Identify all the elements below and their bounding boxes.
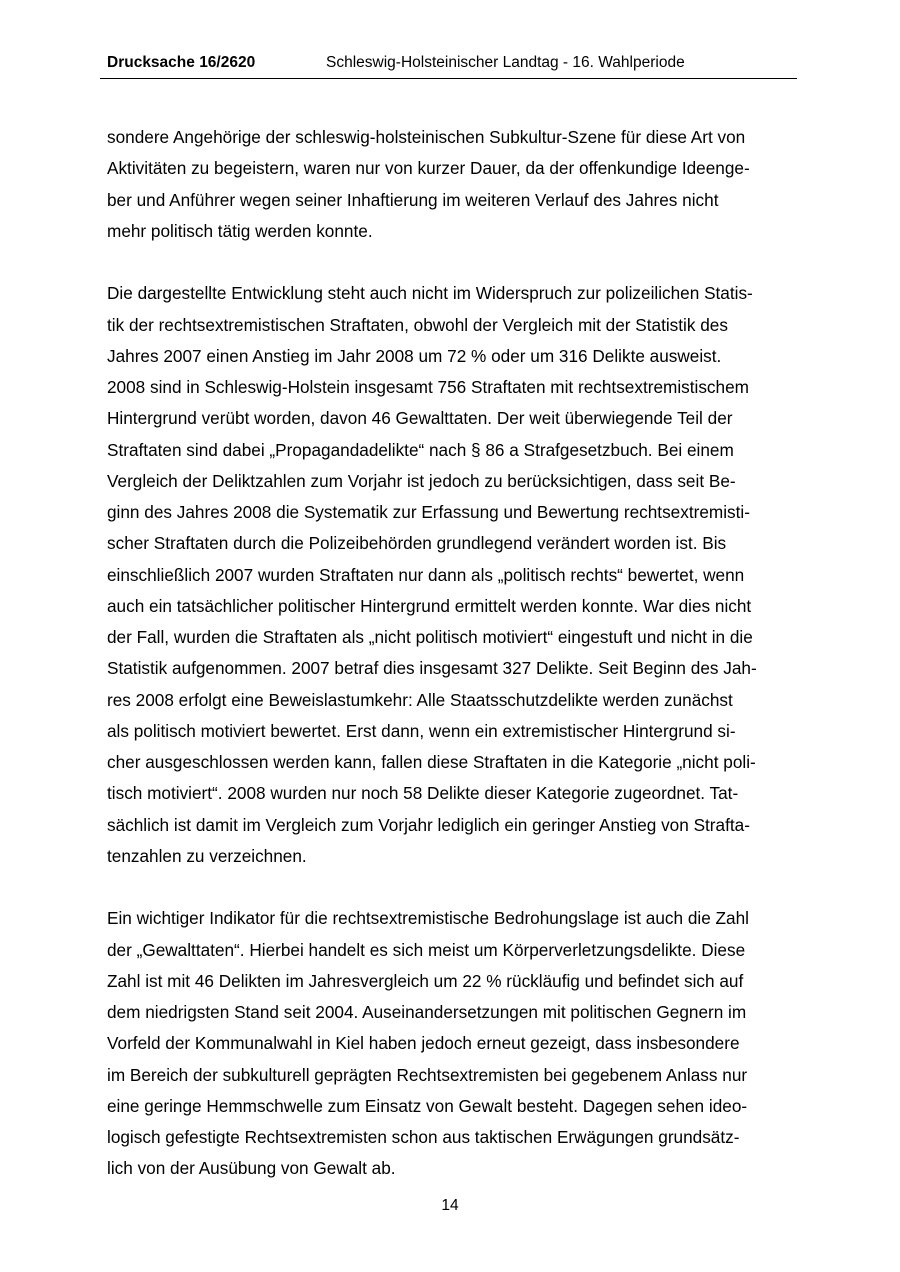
- document-title: Schleswig-Holsteinischer Landtag - 16. Wahlperiode: [326, 54, 685, 71]
- text-line: Zahl ist mit 46 Delikten im Jahresvergleich um 22 % rückläufig und befindet sich auf: [107, 970, 744, 991]
- text-line: der Fall, wurden die Straftaten als „nicht politisch motiviert“ eingestuft und nicht in die: [107, 627, 753, 647]
- paragraph-gap: [107, 872, 797, 903]
- text-line: tik der rechtsextremistischen Straftaten, obwohl der Vergleich mit der Statistik des: [107, 314, 728, 335]
- text-line: als politisch motiviert bewertet. Erst dann, wenn ein extremistischer Hintergrund si-: [107, 720, 736, 741]
- text-line: res 2008 erfolgt eine Beweislastumkehr: Alle Staatsschutzdelikte werden zunächst: [107, 689, 733, 710]
- body-text: [107, 122, 797, 1185]
- document-number: Drucksache 16/2620: [107, 54, 256, 71]
- text-line: auch ein tatsächlicher politischer Hintergrund ermittelt werden konnte. War dies nicht: [107, 595, 752, 616]
- text-line: Jahres 2007 einen Anstieg im Jahr 2008 um 72 % oder um 316 Delikte ausweist.: [107, 345, 722, 366]
- text-line: der „Gewalttaten“. Hierbei handelt es sich meist um Körperverletzungsdelikte. Diese: [107, 939, 746, 960]
- text-line: Hintergrund verübt worden, davon 46 Gewalttaten. Der weit überwiegende Teil der: [107, 408, 733, 429]
- paragraph: [107, 122, 797, 247]
- text-line: sächlich ist damit im Vergleich zum Vorjahr lediglich ein geringer Anstieg von Strafta-: [107, 814, 750, 835]
- text-line: tenzahlen zu verzeichnen.: [107, 845, 307, 866]
- text-line: dem niedrigsten Stand seit 2004. Auseinandersetzungen mit politischen Gegnern im: [107, 1002, 747, 1022]
- text-line: Straftaten sind dabei „Propagandadelikte“ nach § 86 a Strafgesetzbuch. Bei einem: [107, 439, 734, 460]
- page-header: [100, 52, 797, 79]
- text-line: sondere Angehörige der schleswig-holsteinischen Subkultur-Szene für diese Art von: [107, 127, 746, 147]
- text-line: mehr politisch tätig werden konnte.: [107, 220, 373, 241]
- text-line: lich von der Ausübung von Gewalt ab.: [107, 1158, 396, 1179]
- text-line: Vorfeld der Kommunalwahl in Kiel haben jedoch erneut gezeigt, dass insbesondere: [107, 1033, 740, 1054]
- text-line: Aktivitäten zu begeistern, waren nur von kurzer Dauer, da der offenkundige Ideenge-: [107, 158, 750, 179]
- text-line: tisch motiviert“. 2008 wurden nur noch 58 Delikte dieser Kategorie zugeordnet. Tat-: [107, 783, 739, 804]
- text-line: cher ausgeschlossen werden kann, fallen diese Straftaten in die Kategorie „nicht poli-: [107, 752, 756, 772]
- paragraph: [107, 278, 797, 872]
- text-line: ber und Anführer wegen seiner Inhaftierung im weiteren Verlauf des Jahres nicht: [107, 189, 719, 210]
- paragraph-gap: [107, 247, 797, 278]
- paragraph: [107, 903, 797, 1184]
- text-line: eine geringe Hemmschwelle zum Einsatz von Gewalt besteht. Dagegen sehen ideo-: [107, 1095, 748, 1116]
- text-line: scher Straftaten durch die Polizeibehörden grundlegend verändert worden ist. Bis: [107, 533, 727, 554]
- text-line: Statistik aufgenommen. 2007 betraf dies insgesamt 327 Delikte. Seit Beginn des Jah-: [107, 658, 757, 679]
- text-line: einschließlich 2007 wurden Straftaten nur dann als „politisch rechts“ bewertet, wenn: [107, 564, 745, 585]
- text-line: im Bereich der subkulturell geprägten Rechtsextremisten bei gegebenem Anlass nur: [107, 1064, 748, 1085]
- text-line: Vergleich der Deliktzahlen zum Vorjahr ist jedoch zu berücksichtigen, dass seit Be-: [107, 470, 736, 491]
- text-line: Die dargestellte Entwicklung steht auch nicht im Widerspruch zur polizeilichen Statis-: [107, 283, 753, 304]
- text-line: 2008 sind in Schleswig-Holstein insgesamt 756 Straftaten mit rechtsextremistischem: [107, 377, 749, 397]
- text-line: Ein wichtiger Indikator für die rechtsextremistische Bedrohungslage ist auch die Zahl: [107, 908, 749, 929]
- page-number: 14: [441, 1197, 459, 1214]
- text-line: ginn des Jahres 2008 die Systematik zur Erfassung und Bewertung rechtsextremisti-: [107, 502, 750, 522]
- text-line: logisch gefestigte Rechtsextremisten schon aus taktischen Erwägungen grundsätz-: [107, 1127, 740, 1147]
